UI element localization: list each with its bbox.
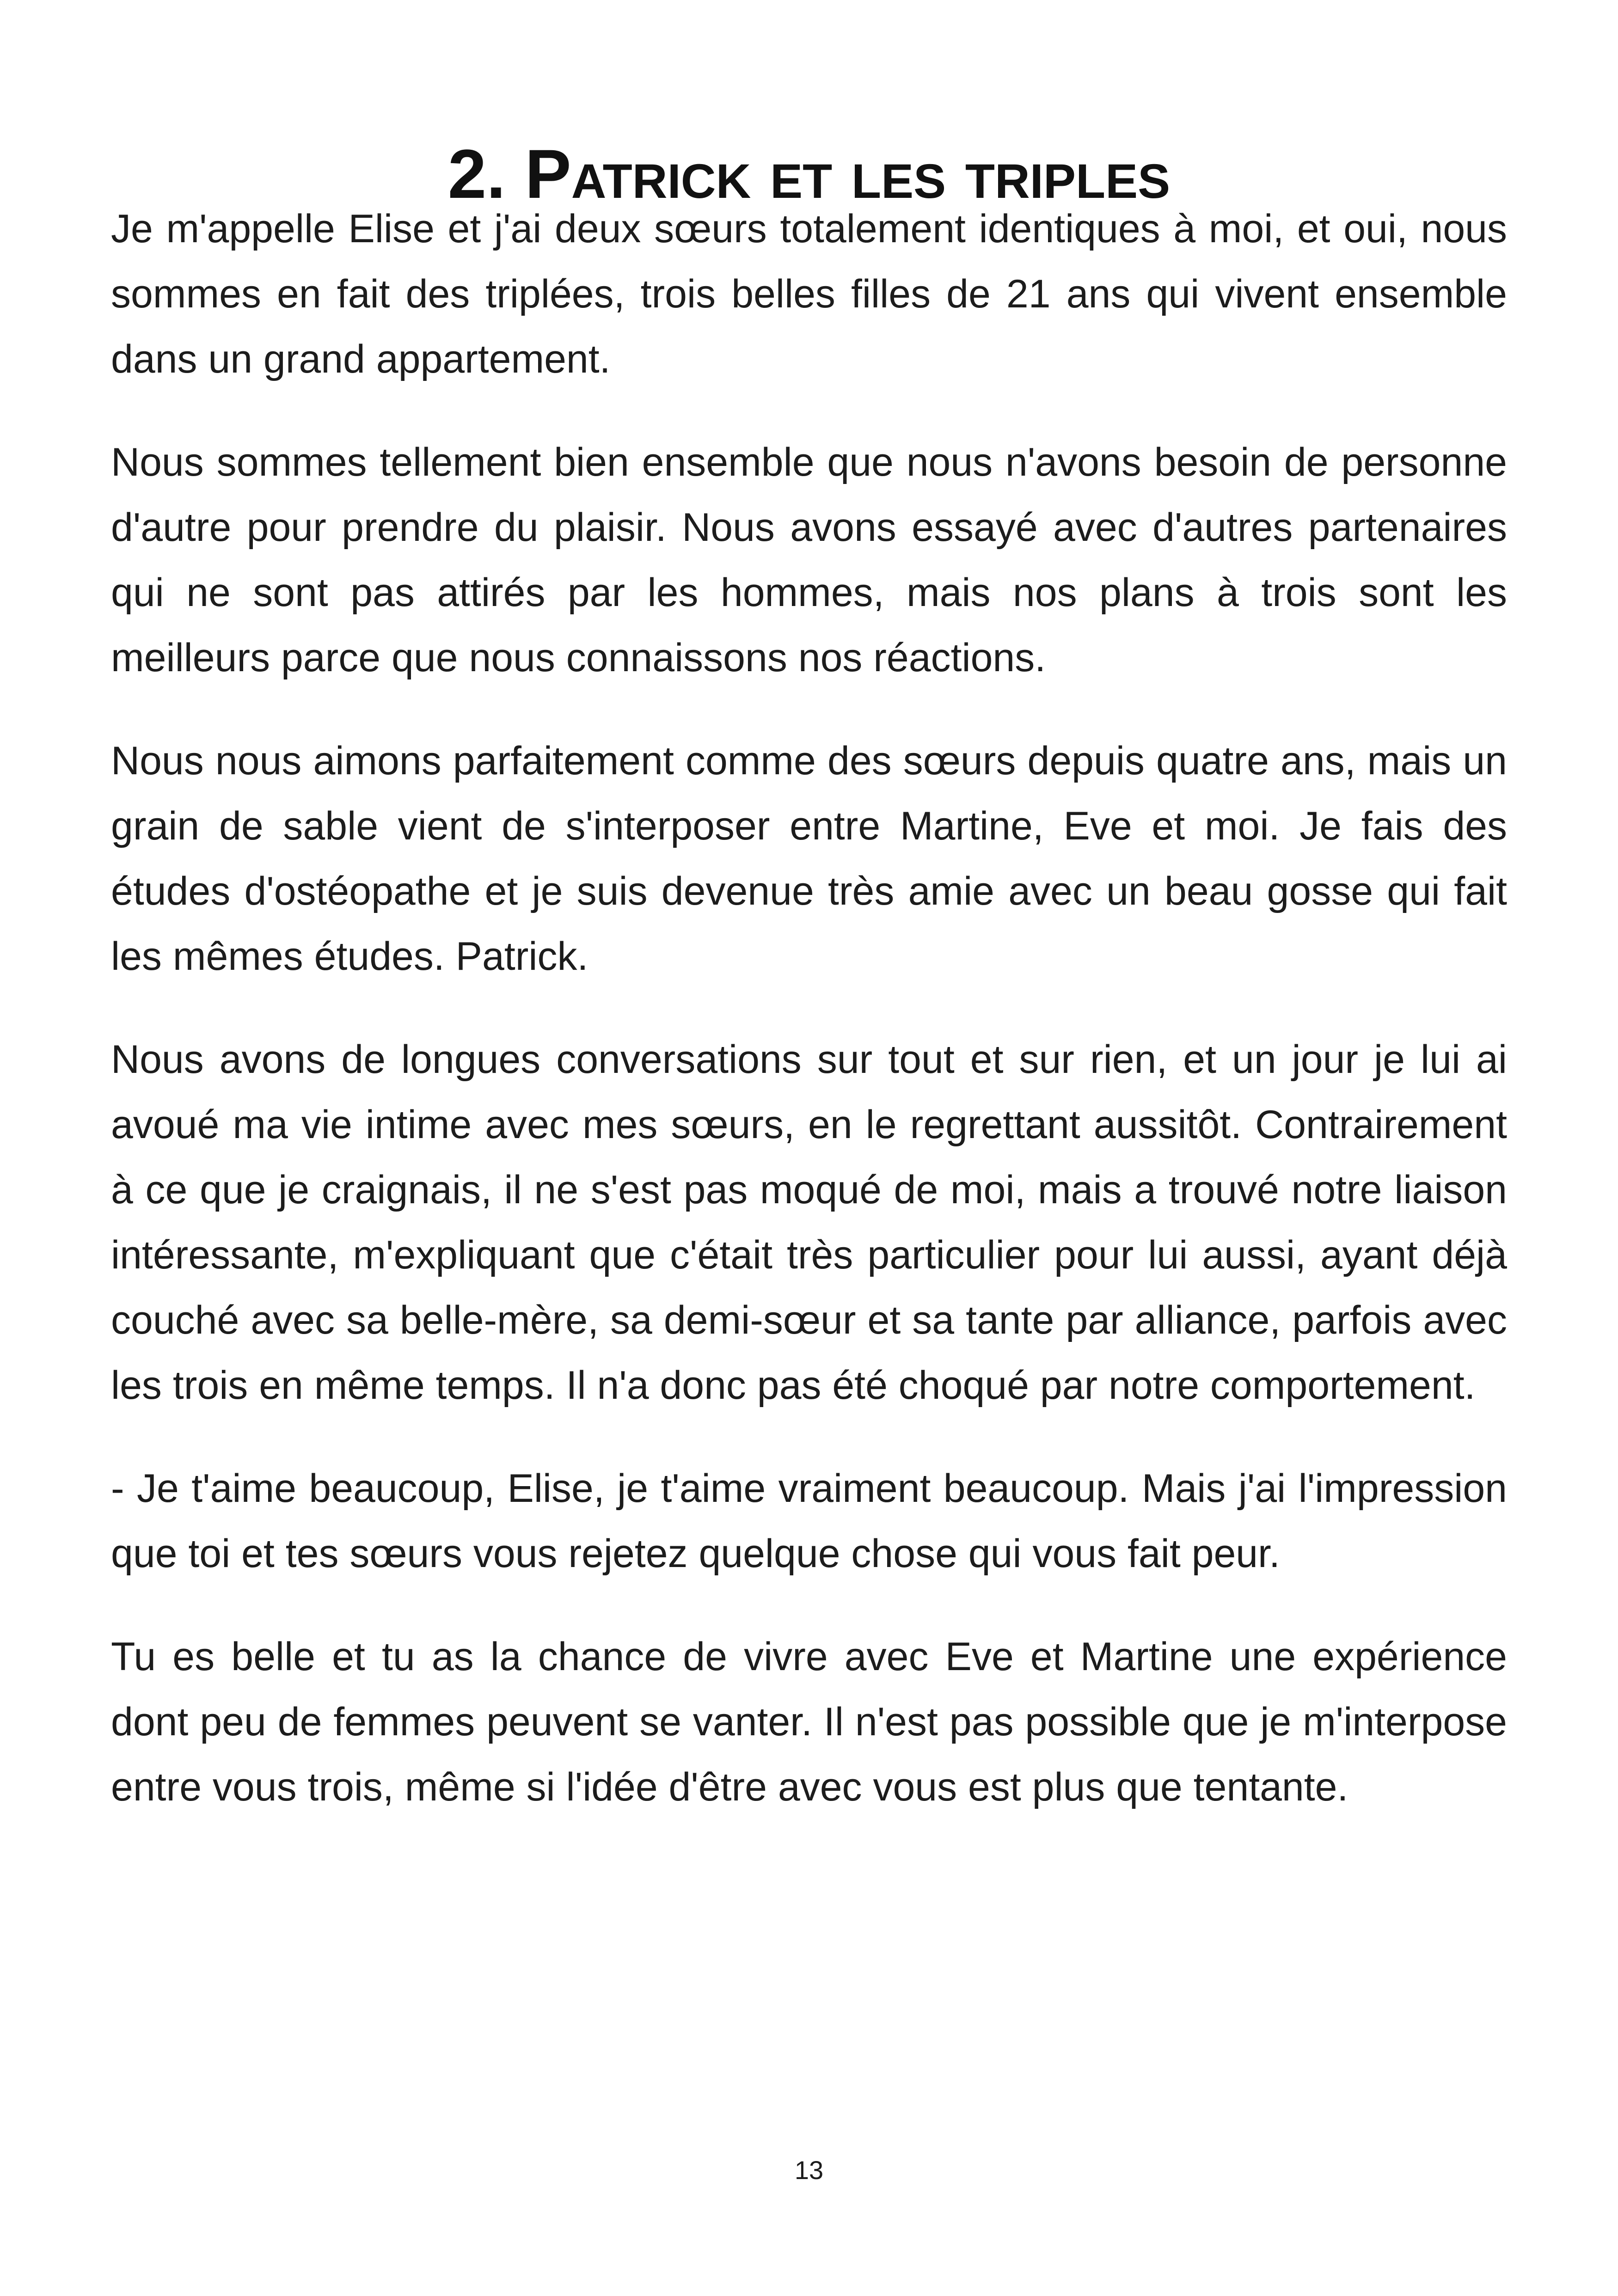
paragraph-2: Nous sommes tellement bien ensemble que nous n'avons besoin de personne d'autre pour prendre du plaisir. Nous avons essayé avec d'autres partenaires qui ne sont pas attirés par les hommes, mais nos plans à trois sont les meilleurs parce que nous connaissons nos réactions. bbox=[111, 440, 1507, 680]
paragraph-4: Nous avons de longues conversations sur tout et sur rien, et un jour je lui ai avoué ma vie intime avec mes sœurs, en le regrettant aussitôt. Contrairement à ce que je craignais, il ne s'est pas moqué de moi, mais a trouvé notre liaison intéressante, m'expliquant que c'était très particulier pour lui aussi, ayant déjà couché avec sa belle-mère, sa demi-sœur et sa tante par alliance, parfois avec les trois en même temps. Il n'a donc pas été choqué par notre comportement. bbox=[111, 1037, 1507, 1408]
paragraph-6: Tu es belle et tu as la chance de vivre avec Eve et Martine une expérience dont peu de femmes peuvent se vanter. Il n'est pas possible que je m'interpose entre vous trois, même si l'idée d'être avec vous est plus que tentante. bbox=[111, 1635, 1507, 1809]
paragraph-1: Je m'appelle Elise et j'ai deux sœurs totalement identiques à moi, et oui, nous sommes en fait des triplées, trois belles filles de 21 ans qui vivent ensemble dans un grand appartement. bbox=[111, 207, 1507, 381]
page-number: 13 bbox=[794, 2155, 824, 2185]
body-text bbox=[111, 196, 1507, 1858]
paragraph-3: Nous nous aimons parfaitement comme des sœurs depuis quatre ans, mais un grain de sable vient de s'interposer entre Martine, Eve et moi. Je fais des études d'ostéopathe et je suis devenue très amie avec un beau gosse qui fait les mêmes études. Patrick. bbox=[111, 739, 1507, 979]
paragraph-5: - Je t'aime beaucoup, Elise, je t'aime vraiment beaucoup. Mais j'ai l'impression que toi et tes sœurs vous rejetez quelque chose qui vous fait peur. bbox=[111, 1466, 1507, 1576]
chapter-number: 2. bbox=[447, 135, 525, 213]
chapter-title-text: Patrick et les triples bbox=[525, 135, 1171, 213]
